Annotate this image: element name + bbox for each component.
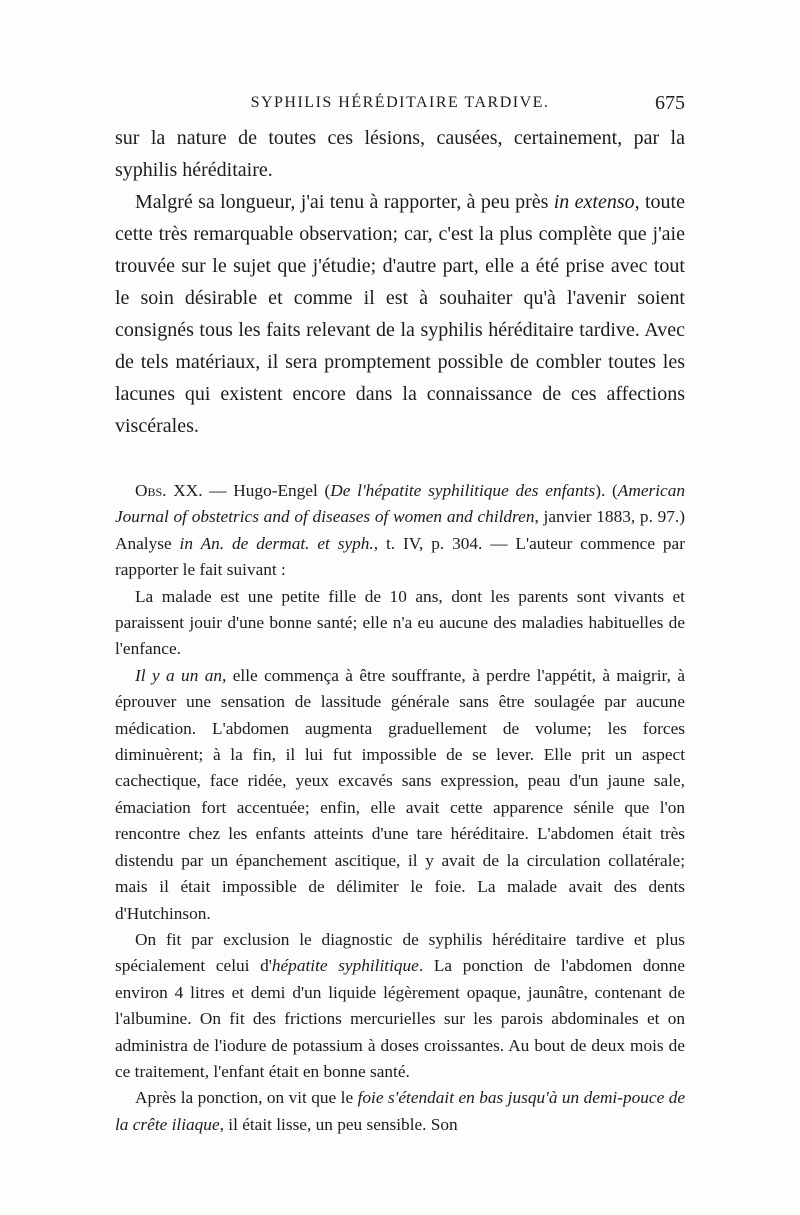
journal-title: American Journal of obstetrics and of diseases of women and children: [115, 481, 685, 527]
paragraph-symptoms: Il y a un an, elle commença à être souffrante, à perdre l'appétit, à maigrir, à éprouver une sensation de lassitude générale sans être soulagée par aucune médication. L'abdomen augmenta graduellement de volume; les forces diminuèrent; à la fin, il lui fut impossible de se lever. Elle prit un aspect cachectique, face ridée, yeux excavés sans expression, peau d'un jaune sale, émaciation fort accentuée; enfin, elle avait cette apparence sénile que l'on rencontre chez les enfants atteints d'une tare héréditaire. L'abdomen était très distendu par un épanchement ascitique, il y avait de la circulation collatérale; mais il était impossible de délimiter le foie. La malade avait des dents d'Hutchinson.: [115, 665, 685, 923]
page-number: 675: [655, 92, 685, 114]
cited-title: De l'hépatite syphilitique des enfants: [330, 481, 596, 500]
commentary-section: [115, 122, 685, 442]
observation-section: [115, 478, 685, 1138]
observation-label: Obs. XX.: [135, 481, 203, 500]
observation-citation: Obs. XX. — Hugo-Engel (De l'hépatite syphilitique des enfants). (American Journal of obstetrics and of diseases of women and children, janvier 1883, p. 97.) Analyse in An. de dermat. et syph., t. IV, p. 304. — L'auteur commence par rapporter le fait suivant :: [115, 481, 685, 580]
latin-term: in extenso: [553, 191, 635, 213]
analysis-source: in An. de dermat. et syph.: [179, 533, 374, 553]
paragraph-liver: Après la ponction, on vit que le foie s'étendait en bas jusqu'à un demi-pouce de la crête iliaque, il était lisse, un peu sensible. Son: [115, 1088, 685, 1134]
paragraph-continuation: sur la nature de toutes ces lésions, causées, certainement, par la syphilis héréditaire.: [115, 127, 685, 181]
diagnosis-term: hépatite syphilitique: [271, 956, 419, 976]
time-phrase: Il y a un an: [135, 665, 223, 685]
running-header: [115, 94, 685, 112]
liver-description: foie s'étendait en bas jusqu'à un demi-pouce de la crête iliaque: [115, 1088, 685, 1134]
running-title: SYPHILIS HÉRÉDITAIRE TARDIVE.: [250, 94, 550, 111]
body-text: [115, 122, 685, 1138]
section-gap: [115, 442, 685, 478]
paragraph-treatment: On fit par exclusion le diagnostic de syphilis héréditaire tardive et plus spécialement celui d'hépatite syphilitique. La ponction de l'abdomen donne environ 4 litres et demi d'un liquide légèrement opaque, jaunâtre, contenant de l'albumine. On fit des frictions mercurielles sur les parois abdominales et on administra de l'iodure de potassium à doses croissantes. Au bout de deux mois de ce traitement, l'enfant était en bonne santé.: [115, 929, 685, 1081]
paragraph-patient: La malade est une petite fille de 10 ans, dont les parents sont vivants et paraissent jouir d'une bonne santé; elle n'a eu aucune des maladies habituelles de l'enfance.: [115, 586, 685, 659]
paragraph-conclusion: Malgré sa longueur, j'ai tenu à rapporter, à peu près in extenso, toute cette très remarquable observation; car, c'est la plus complète que j'aie trouvée sur le sujet que j'étudie; d'autre part, elle a été prise avec tout le soin désirable et comme il est à souhaiter qu'à l'avenir soient consignés tous les faits relevant de la syphilis héréditaire tardive. Avec de tels matériaux, il sera promptement possible de combler toutes les lacunes qui existent encore dans la connaissance de ces affections viscérales.: [115, 191, 685, 437]
